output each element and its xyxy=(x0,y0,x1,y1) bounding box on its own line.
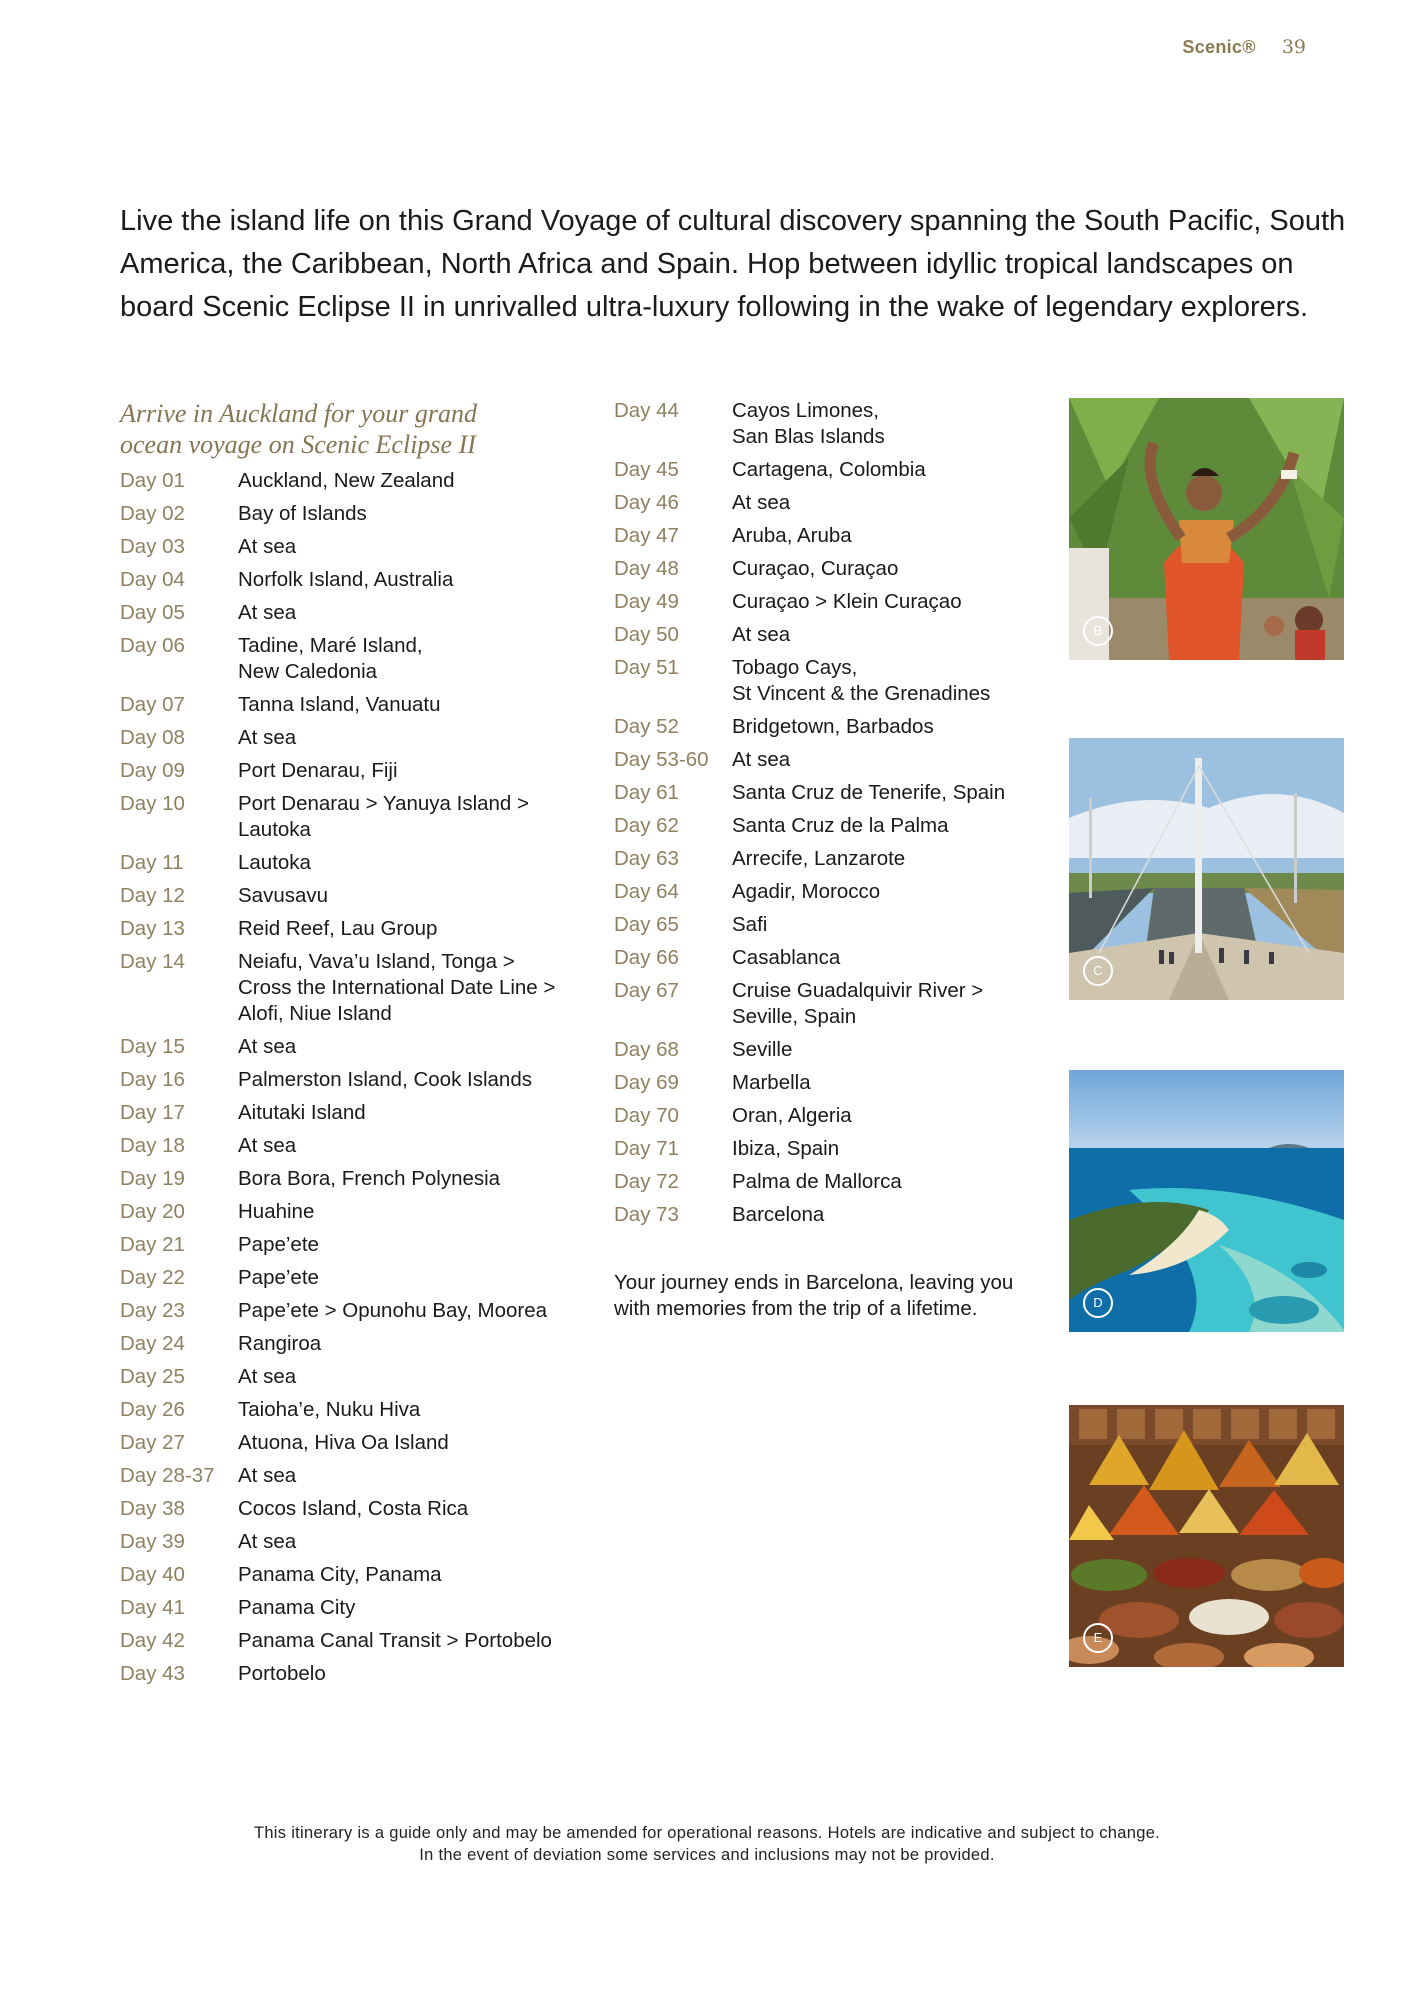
itinerary-place: At sea xyxy=(238,1134,297,1157)
itinerary-place: Oran, Algeria xyxy=(732,1104,852,1127)
itinerary-place: Cruise Guadalquivir River > Seville, Spain xyxy=(732,979,984,1028)
itinerary-day: Day 65 xyxy=(614,913,679,936)
itinerary-row xyxy=(614,714,1044,740)
itinerary-row xyxy=(614,879,1044,905)
dancer-illustration xyxy=(1069,398,1344,660)
photo-tropical-island xyxy=(1069,1070,1344,1332)
itinerary-place: Seville xyxy=(732,1038,793,1061)
itinerary-place: Curaçao > Klein Curaçao xyxy=(732,590,962,613)
itinerary-day: Day 02 xyxy=(120,502,185,525)
itinerary-place: Pape’ete xyxy=(238,1266,319,1289)
itinerary-row xyxy=(120,1298,580,1324)
itinerary-place: Cartagena, Colombia xyxy=(732,458,926,481)
itinerary-day: Day 04 xyxy=(120,568,185,591)
itinerary-place: Norfolk Island, Australia xyxy=(238,568,454,591)
itinerary-place: Agadir, Morocco xyxy=(732,880,881,903)
itinerary-place: At sea xyxy=(238,1035,297,1058)
itinerary-place: Tanna Island, Vanuatu xyxy=(238,693,441,716)
itinerary-place: At sea xyxy=(238,726,297,749)
itinerary-row xyxy=(614,655,1044,707)
itinerary-day: Day 25 xyxy=(120,1365,185,1388)
itinerary-day: Day 43 xyxy=(120,1662,185,1685)
itinerary-place: Cayos Limones, San Blas Islands xyxy=(732,399,885,448)
itinerary-row xyxy=(120,692,580,718)
itinerary-day: Day 26 xyxy=(120,1398,185,1421)
itinerary-place: Aitutaki Island xyxy=(238,1101,366,1124)
itinerary-row xyxy=(120,534,580,560)
itinerary-row xyxy=(120,1463,580,1489)
itinerary-day: Day 40 xyxy=(120,1563,185,1586)
itinerary-day: Day 71 xyxy=(614,1137,679,1160)
itinerary-row xyxy=(614,556,1044,582)
itinerary-row xyxy=(120,1199,580,1225)
itinerary-place: Panama City xyxy=(238,1596,356,1619)
itinerary-row xyxy=(614,1169,1044,1195)
itinerary-row xyxy=(614,1136,1044,1162)
itinerary-place: Ibiza, Spain xyxy=(732,1137,840,1160)
itinerary-row xyxy=(120,883,580,909)
itinerary-place: Palmerston Island, Cook Islands xyxy=(238,1068,532,1091)
itinerary-row xyxy=(614,1202,1044,1228)
itinerary-day: Day 13 xyxy=(120,917,185,940)
itinerary-day: Day 66 xyxy=(614,946,679,969)
itinerary-day: Day 64 xyxy=(614,880,679,903)
itinerary-day: Day 38 xyxy=(120,1497,185,1520)
canal-illustration xyxy=(1069,738,1344,1000)
itinerary-place: Pape’ete xyxy=(238,1233,319,1256)
itinerary-place: Marbella xyxy=(732,1071,811,1094)
itinerary-day: Day 42 xyxy=(120,1629,185,1652)
itinerary-row xyxy=(120,1562,580,1588)
itinerary-place: Huahine xyxy=(238,1200,315,1223)
itinerary-day: Day 18 xyxy=(120,1134,185,1157)
itinerary-day: Day 16 xyxy=(120,1068,185,1091)
itinerary-place: At sea xyxy=(732,623,791,646)
itinerary-row xyxy=(120,1364,580,1390)
itinerary-row xyxy=(120,949,580,1027)
itinerary-row xyxy=(120,1496,580,1522)
itinerary-row xyxy=(120,1166,580,1192)
itinerary-day: Day 28-37 xyxy=(120,1464,215,1487)
journey-end-note: Your journey ends in Barcelona, leaving you with memories from the trip of a lifetime. xyxy=(614,1271,1014,1320)
itinerary-day: Day 01 xyxy=(120,469,185,492)
itinerary-day: Day 08 xyxy=(120,726,185,749)
itinerary-place: Neiafu, Vava’u Island, Tonga > Cross the International Date Line > Alofi, Niue Island xyxy=(238,950,556,1025)
itinerary-day: Day 48 xyxy=(614,557,679,580)
itinerary-place: Curaçao, Curaçao xyxy=(732,557,899,580)
itinerary-day: Day 62 xyxy=(614,814,679,837)
itinerary-place: Bridgetown, Barbados xyxy=(732,715,934,738)
itinerary-row xyxy=(120,1529,580,1555)
itinerary-place: Safi xyxy=(732,913,768,936)
island-illustration xyxy=(1069,1070,1344,1332)
itinerary-row xyxy=(120,468,580,494)
brand-name: Scenic® xyxy=(1182,37,1256,57)
photo-canal-ship xyxy=(1069,738,1344,1000)
itinerary-place: Savusavu xyxy=(238,884,329,907)
photo-badge-b: B xyxy=(1083,616,1113,646)
itinerary-row xyxy=(120,567,580,593)
itinerary-place: Auckland, New Zealand xyxy=(238,469,455,492)
itinerary-day: Day 17 xyxy=(120,1101,185,1124)
itinerary-place: Taioha’e, Nuku Hiva xyxy=(238,1398,421,1421)
itinerary-row xyxy=(614,846,1044,872)
itinerary-row xyxy=(120,1034,580,1060)
itinerary-place: At sea xyxy=(238,1530,297,1553)
itinerary-day: Day 69 xyxy=(614,1071,679,1094)
itinerary-place: Panama City, Panama xyxy=(238,1563,442,1586)
photo-spice-market xyxy=(1069,1405,1344,1667)
itinerary-day: Day 27 xyxy=(120,1431,185,1454)
itinerary-column-left xyxy=(120,398,580,1694)
itinerary-place: Atuona, Hiva Oa Island xyxy=(238,1431,449,1454)
photo-dancer xyxy=(1069,398,1344,660)
itinerary-day: Day 46 xyxy=(614,491,679,514)
itinerary-place: Bora Bora, French Polynesia xyxy=(238,1167,501,1190)
itinerary-place: At sea xyxy=(238,1464,297,1487)
itinerary-row xyxy=(614,945,1044,971)
itinerary-day: Day 70 xyxy=(614,1104,679,1127)
itinerary-row xyxy=(120,1595,580,1621)
itinerary-day: Day 07 xyxy=(120,693,185,716)
itinerary-day: Day 21 xyxy=(120,1233,185,1256)
itinerary-row xyxy=(120,1265,580,1291)
itinerary-day: Day 68 xyxy=(614,1038,679,1061)
itinerary-place: Aruba, Aruba xyxy=(732,524,852,547)
itinerary-day: Day 50 xyxy=(614,623,679,646)
itinerary-row xyxy=(614,622,1044,648)
itinerary-place: Rangiroa xyxy=(238,1332,322,1355)
itinerary-day: Day 09 xyxy=(120,759,185,782)
itinerary-day: Day 12 xyxy=(120,884,185,907)
itinerary-row xyxy=(120,1331,580,1357)
itinerary-day: Day 72 xyxy=(614,1170,679,1193)
itinerary-day: Day 63 xyxy=(614,847,679,870)
itinerary-place: Casablanca xyxy=(732,946,841,969)
itinerary-row xyxy=(120,1232,580,1258)
itinerary-day: Day 61 xyxy=(614,781,679,804)
itinerary-column-right xyxy=(614,398,1044,1322)
itinerary-row xyxy=(614,978,1044,1030)
itinerary-day: Day 23 xyxy=(120,1299,185,1322)
itinerary-row xyxy=(120,1133,580,1159)
itinerary-day: Day 53-60 xyxy=(614,748,709,771)
itinerary-row xyxy=(614,398,1044,450)
spices-illustration xyxy=(1069,1405,1344,1667)
itinerary-day: Day 52 xyxy=(614,715,679,738)
itinerary-list-left xyxy=(120,468,580,1687)
itinerary-day: Day 19 xyxy=(120,1167,185,1190)
itinerary-row xyxy=(614,523,1044,549)
itinerary-row xyxy=(614,1070,1044,1096)
page-number: 39 xyxy=(1281,36,1306,58)
itinerary-place: Santa Cruz de la Palma xyxy=(732,814,949,837)
itinerary-row xyxy=(120,1628,580,1654)
itinerary-row xyxy=(120,1067,580,1093)
itinerary-day: Day 51 xyxy=(614,656,679,679)
itinerary-row xyxy=(120,725,580,751)
itinerary-place: At sea xyxy=(732,491,791,514)
itinerary-row xyxy=(614,589,1044,615)
itinerary-row xyxy=(614,912,1044,938)
itinerary-day: Day 03 xyxy=(120,535,185,558)
itinerary-row xyxy=(120,1397,580,1423)
itinerary-day: Day 10 xyxy=(120,792,185,815)
itinerary-place: At sea xyxy=(238,535,297,558)
itinerary-day: Day 11 xyxy=(120,851,184,874)
itinerary-place: Port Denarau > Yanuya Island > Lautoka xyxy=(238,792,529,841)
itinerary-place: Cocos Island, Costa Rica xyxy=(238,1497,469,1520)
itinerary-place: At sea xyxy=(238,1365,297,1388)
itinerary-row xyxy=(120,758,580,784)
itinerary-day: Day 39 xyxy=(120,1530,185,1553)
itinerary-row xyxy=(120,1430,580,1456)
itinerary-day: Day 67 xyxy=(614,979,679,1002)
itinerary-day: Day 20 xyxy=(120,1200,185,1223)
photo-badge-e: E xyxy=(1083,1623,1113,1653)
itinerary-day: Day 44 xyxy=(614,399,679,422)
itinerary-place: Santa Cruz de Tenerife, Spain xyxy=(732,781,1006,804)
itinerary-row xyxy=(614,1037,1044,1063)
itinerary-day: Day 14 xyxy=(120,950,185,973)
itinerary-day: Day 22 xyxy=(120,1266,185,1289)
itinerary-day: Day 47 xyxy=(614,524,679,547)
itinerary-row xyxy=(614,457,1044,483)
itinerary-row xyxy=(120,791,580,843)
disclaimer-line-2: In the event of deviation some services and inclusions may not be provided. xyxy=(419,1846,995,1864)
itinerary-day: Day 05 xyxy=(120,601,185,624)
itinerary-place: At sea xyxy=(732,748,791,771)
itinerary-row xyxy=(614,1103,1044,1129)
itinerary-row xyxy=(614,813,1044,839)
itinerary-day: Day 24 xyxy=(120,1332,185,1355)
page-header xyxy=(1182,36,1306,58)
itinerary-day: Day 45 xyxy=(614,458,679,481)
itinerary-row xyxy=(120,1661,580,1687)
itinerary-row xyxy=(120,501,580,527)
intro-paragraph: Live the island life on this Grand Voyage of cultural discovery spanning the South Pacific, South America, the Caribbean, North Africa and Spain. Hop between idyllic tropical landscapes on board Scenic Eclipse II in unrivalled ultra-luxury following in the wake of legendary explorers. xyxy=(120,205,1346,323)
photo-badge-d: D xyxy=(1083,1288,1113,1318)
itinerary-row xyxy=(120,850,580,876)
itinerary-place: Port Denarau, Fiji xyxy=(238,759,398,782)
itinerary-place: Bay of Islands xyxy=(238,502,367,525)
itinerary-place: Palma de Mallorca xyxy=(732,1170,902,1193)
disclaimer xyxy=(0,1822,1414,1866)
itinerary-day: Day 41 xyxy=(120,1596,185,1619)
itinerary-day: Day 15 xyxy=(120,1035,185,1058)
itinerary-place: Pape’ete > Opunohu Bay, Moorea xyxy=(238,1299,548,1322)
itinerary-row xyxy=(120,633,580,685)
itinerary-row xyxy=(614,747,1044,773)
itinerary-day: Day 73 xyxy=(614,1203,679,1226)
itinerary-place: Lautoka xyxy=(238,851,311,874)
itinerary-place: Tadine, Maré Island, New Caledonia xyxy=(238,634,423,683)
itinerary-place: Tobago Cays, St Vincent & the Grenadines xyxy=(732,656,991,705)
itinerary-row xyxy=(614,490,1044,516)
itinerary-row xyxy=(120,600,580,626)
itinerary-day: Day 49 xyxy=(614,590,679,613)
itinerary-place: Barcelona xyxy=(732,1203,825,1226)
disclaimer-line-1: This itinerary is a guide only and may be amended for operational reasons. Hotels are indicative and subject to change. xyxy=(253,1824,1161,1842)
itinerary-row xyxy=(120,1100,580,1126)
itinerary-place: Portobelo xyxy=(238,1662,326,1685)
itinerary-place: Panama Canal Transit > Portobelo xyxy=(238,1629,552,1652)
itinerary-row xyxy=(614,780,1044,806)
itinerary-place: Arrecife, Lanzarote xyxy=(732,847,906,870)
itinerary-place: At sea xyxy=(238,601,297,624)
photo-badge-c: C xyxy=(1083,956,1113,986)
itinerary-row xyxy=(120,916,580,942)
itinerary-day: Day 06 xyxy=(120,634,185,657)
itinerary-list-right xyxy=(614,398,1044,1228)
itinerary-lead: Arrive in Auckland for your grand ocean voyage on Scenic Eclipse II xyxy=(120,399,477,459)
itinerary-place: Reid Reef, Lau Group xyxy=(238,917,438,940)
